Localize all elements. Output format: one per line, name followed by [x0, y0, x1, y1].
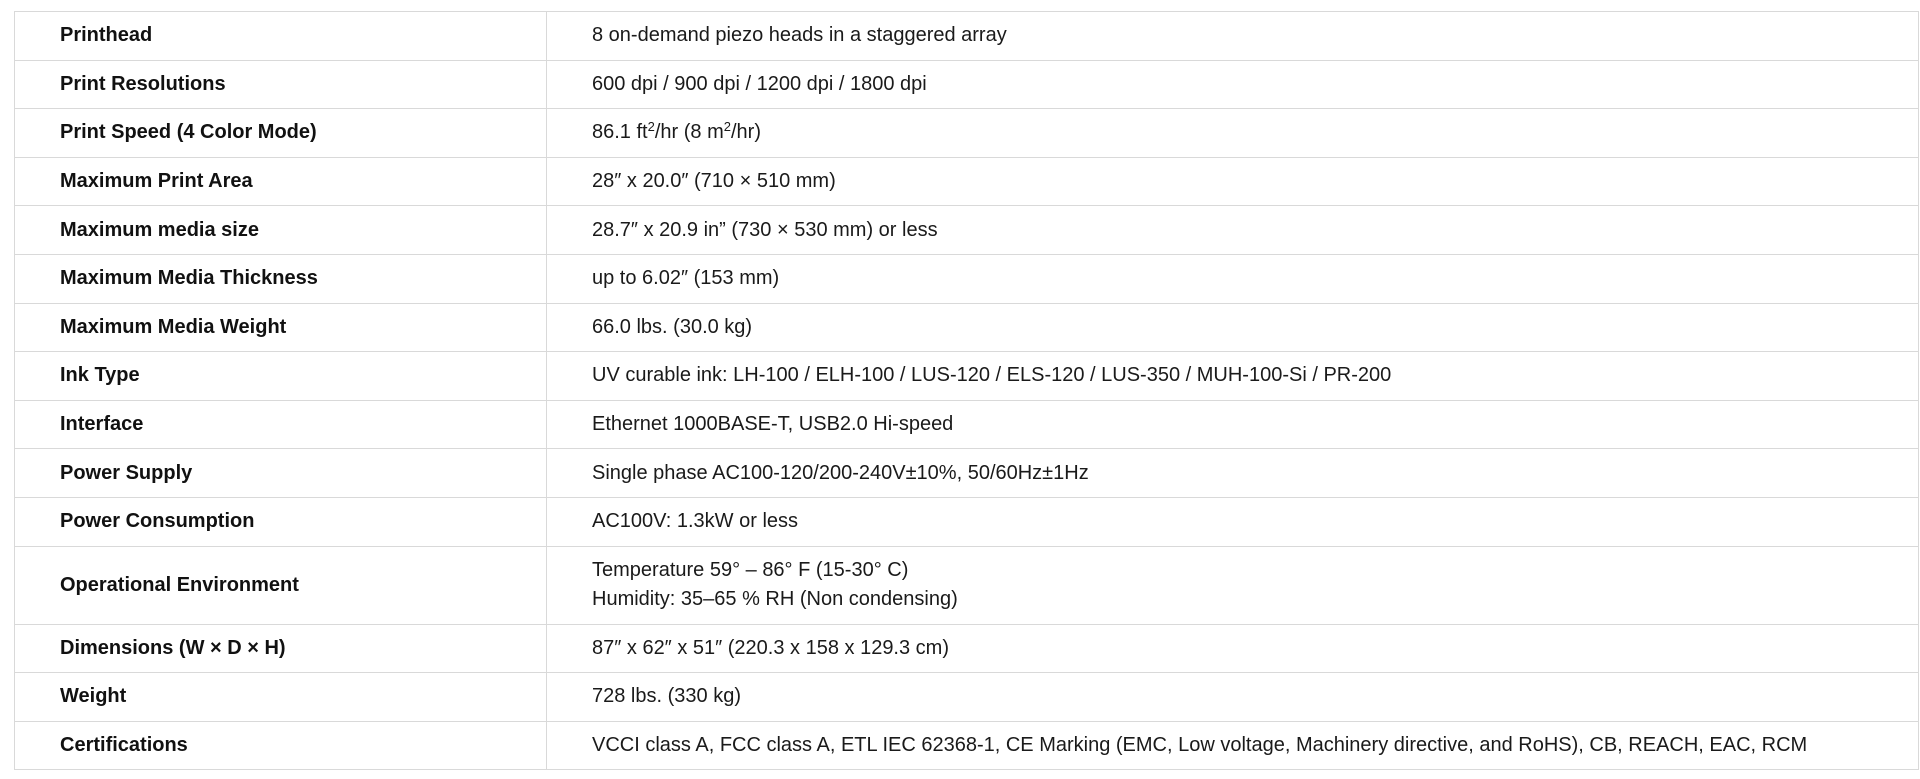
spec-label: Ink Type [15, 352, 547, 401]
spec-value: 8 on-demand piezo heads in a staggered array [547, 12, 1919, 61]
spec-value-line: Temperature 59° – 86° F (15-30° C) [592, 559, 909, 582]
spec-label: Print Resolutions [15, 60, 547, 109]
spec-value: 600 dpi / 900 dpi / 1200 dpi / 1800 dpi [547, 60, 1919, 109]
spec-label: Dimensions (W × D × H) [15, 624, 547, 673]
spec-row-maximum-media-thickness [15, 254, 1919, 303]
spec-label: Power Supply [15, 449, 547, 498]
spec-value-part: 86.1 ft [592, 121, 648, 144]
spec-label: Print Speed (4 Color Mode) [15, 109, 547, 158]
spec-label: Power Consumption [15, 497, 547, 546]
spec-label: Operational Environment [15, 546, 547, 624]
spec-row-print-speed [15, 109, 1919, 158]
spec-value: 66.0 lbs. (30.0 kg) [547, 303, 1919, 352]
specifications-table [14, 11, 1919, 770]
spec-value [547, 546, 1919, 624]
spec-value: 87″ x 62″ x 51″ (220.3 x 158 x 129.3 cm) [547, 624, 1919, 673]
spec-value: 28″ x 20.0″ (710 × 510 mm) [547, 157, 1919, 206]
superscript-exponent: 2 [723, 119, 731, 135]
spec-row-printhead [15, 12, 1919, 61]
spec-row-maximum-print-area [15, 157, 1919, 206]
spec-value-line: Humidity: 35–65 % RH (Non condensing) [592, 588, 958, 611]
spec-row-ink-type [15, 352, 1919, 401]
spec-value [547, 109, 1919, 158]
spec-value-part: /hr (8 m [654, 121, 724, 144]
spec-value: UV curable ink: LH-100 / ELH-100 / LUS-120 / ELS-120 / LUS-350 / MUH-100-Si / PR-200 [547, 352, 1919, 401]
spec-label: Weight [15, 673, 547, 722]
spec-label: Maximum Print Area [15, 157, 547, 206]
superscript-exponent: 2 [647, 119, 655, 135]
spec-row-interface [15, 400, 1919, 449]
spec-row-operational-environment [15, 546, 1919, 624]
spec-value: Ethernet 1000BASE-T, USB2.0 Hi-speed [547, 400, 1919, 449]
spec-label: Printhead [15, 12, 547, 61]
spec-value: up to 6.02″ (153 mm) [547, 254, 1919, 303]
spec-value: Single phase AC100-120/200-240V±10%, 50/60Hz±1Hz [547, 449, 1919, 498]
spec-row-weight [15, 673, 1919, 722]
spec-value: AC100V: 1.3kW or less [547, 497, 1919, 546]
spec-row-certifications [15, 721, 1919, 770]
spec-row-dimensions [15, 624, 1919, 673]
spec-label: Maximum media size [15, 206, 547, 255]
spec-label: Maximum Media Thickness [15, 254, 547, 303]
spec-label: Interface [15, 400, 547, 449]
spec-row-power-consumption [15, 497, 1919, 546]
spec-value: 28.7″ x 20.9 in” (730 × 530 mm) or less [547, 206, 1919, 255]
spec-row-maximum-media-size [15, 206, 1919, 255]
spec-value-part: /hr) [730, 121, 761, 144]
spec-label: Maximum Media Weight [15, 303, 547, 352]
spec-label: Certifications [15, 721, 547, 770]
spec-row-power-supply [15, 449, 1919, 498]
spec-row-maximum-media-weight [15, 303, 1919, 352]
spec-value: VCCI class A, FCC class A, ETL IEC 62368-1, CE Marking (EMC, Low voltage, Machinery directive, and RoHS), CB, REACH, EAC, RCM [547, 721, 1919, 770]
spec-row-print-resolutions [15, 60, 1919, 109]
spec-value: 728 lbs. (330 kg) [547, 673, 1919, 722]
specifications-table-body [15, 12, 1919, 770]
